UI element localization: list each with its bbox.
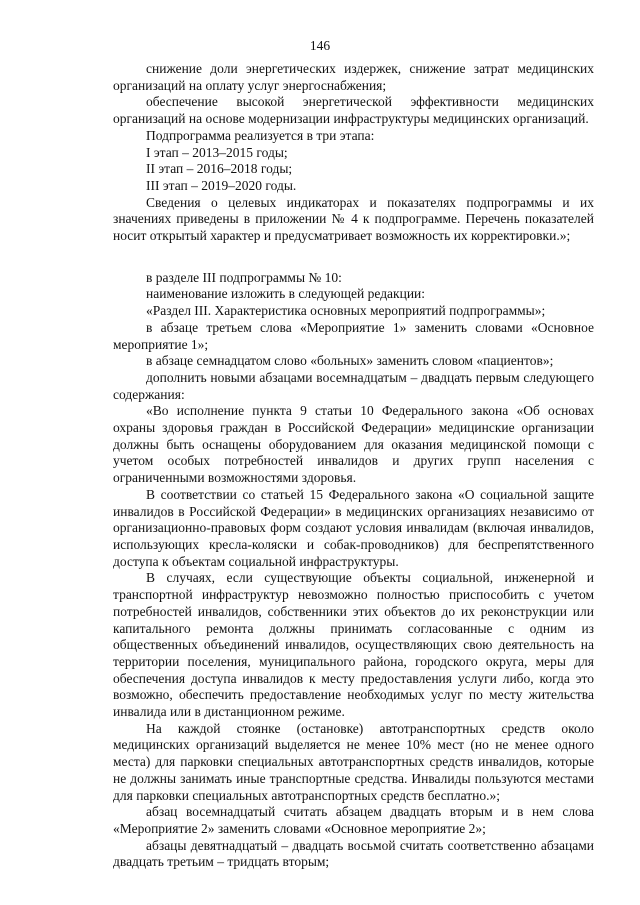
paragraph: в абзаце семнадцатом слово «больных» заменить словом «пациентов»; bbox=[146, 353, 554, 369]
paragraph: I этап – 2013–2015 годы; bbox=[146, 144, 288, 160]
document-body bbox=[113, 61, 594, 871]
paragraph: II этап – 2016–2018 годы; bbox=[146, 161, 293, 177]
paragraph: снижение доли энергетических издержек, снижение затрат медицинских организаций на оплату услуг энергоснабжения; bbox=[113, 61, 594, 93]
paragraph: в разделе III подпрограммы № 10: bbox=[146, 269, 342, 285]
section-gap bbox=[113, 245, 594, 270]
paragraph: «Раздел III. Характеристика основных мероприятий подпрограммы»; bbox=[146, 303, 546, 319]
paragraph: III этап – 2019–2020 годы. bbox=[146, 177, 297, 193]
paragraph: «Во исполнение пункта 9 статьи 10 Федерального закона «Об основах охраны здоровья граждан в Российской Федерации» медицинские организации должны быть оснащены оборудованием для оказания медицинской помощи с учетом особых потребностей инвалидов и других групп населения с ограниченными возможностями здоровья. bbox=[113, 403, 594, 486]
paragraph: В случаях, если существующие объекты социальной, инженерной и транспортной инфраструктур невозможно полностью приспособить с учетом потребностей инвалидов, собственники этих объектов до их реконструкции или капитального ремонта должны принимать согласованные с одним из общественных объединений инвалидов, осуществляющих свою деятельность на территории поселения, муниципального района, городского округа, меры для обеспечения доступа инвалидов к месту предоставления услуги либо, когда это возможно, обеспечить предоставление необходимых услуг по месту жительства инвалида или в дистанционном режиме. bbox=[113, 570, 594, 720]
paragraph: В соответствии со статьей 15 Федерального закона «О социальной защите инвалидов в Российской Федерации» в медицинских организациях независимо от организационно-правовых форм создают условия инвалидам (включая инвалидов, использующих кресла-коляски и собак-проводников) для беспрепятственного доступа к объектам социальной инфраструктуры. bbox=[113, 486, 594, 569]
page-number: 146 bbox=[309, 38, 331, 53]
paragraph: в абзаце третьем слова «Мероприятие 1» заменить словами «Основное мероприятие 1»; bbox=[113, 319, 594, 352]
paragraph: Подпрограмма реализуется в три этапа: bbox=[146, 127, 375, 143]
paragraph: Сведения о целевых индикаторах и показателях подпрограммы и их значениях приведены в приложении № 4 к подпрограмме. Перечень показателей носит открытый характер и предусматривает возможность их корректировки.»; bbox=[113, 194, 594, 244]
paragraph: абзацы девятнадцатый – двадцать восьмой считать соответственно абзацами двадцать третьим – тридцать вторым; bbox=[113, 837, 594, 870]
paragraph: наименование изложить в следующей редакции: bbox=[146, 286, 426, 302]
paragraph: абзац восемнадцатый считать абзацем двадцать вторым и в нем слова «Мероприятие 2» заменить словами «Основное мероприятие 2»; bbox=[113, 804, 594, 836]
paragraph: дополнить новыми абзацами восемнадцатым – двадцать первым следующего содержания: bbox=[113, 369, 594, 402]
paragraph: обеспечение высокой энергетической эффективности медицинских организаций на основе модернизации инфраструктуры медицинских организаций. bbox=[113, 94, 594, 127]
paragraph: На каждой стоянке (остановке) автотранспортных средств около медицинских организаций выделяется не менее 10% мест (но не менее одного места) для парковки специальных автотранспортных средств инвалидов, которые не должны занимать иные транспортные средства. Инвалиды пользуются местами для парковки специальных автотранспортных средств бесплатно.»; bbox=[113, 720, 594, 803]
